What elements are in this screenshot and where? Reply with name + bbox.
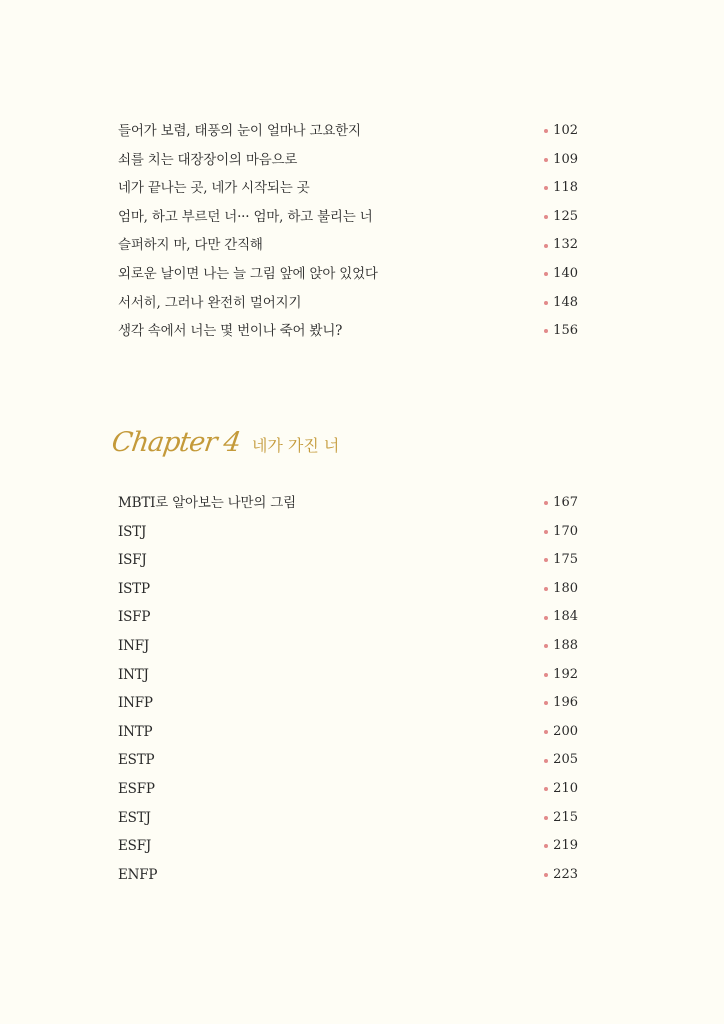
toc-entry-page — [544, 575, 578, 604]
toc-entry-page — [544, 174, 578, 203]
toc-entry — [118, 603, 578, 632]
toc-entry-page-number: 180 — [553, 580, 578, 596]
toc-entry — [118, 489, 578, 518]
toc-entry-title: 외로운 날이면 나는 늘 그림 앞에 앉아 있었다 — [118, 265, 378, 282]
bullet-dot-icon — [544, 787, 548, 791]
toc-entry — [118, 689, 578, 718]
toc-entry-page-number: 109 — [553, 151, 578, 167]
bullet-dot-icon — [544, 301, 548, 305]
bullet-dot-icon — [544, 587, 548, 591]
toc-entry-page — [544, 203, 578, 232]
toc-entry-page-number: 215 — [553, 809, 578, 825]
toc-entry-page — [544, 861, 578, 890]
toc-entry-page-number: 192 — [553, 666, 578, 682]
toc-list-part1 — [118, 117, 578, 346]
bullet-dot-icon — [544, 501, 548, 505]
toc-entry-title: 엄마, 하고 부르던 너··· 엄마, 하고 불리는 너 — [118, 208, 373, 225]
toc-entry — [118, 804, 578, 833]
bullet-dot-icon — [544, 844, 548, 848]
bullet-dot-icon — [544, 644, 548, 648]
bullet-dot-icon — [544, 701, 548, 705]
toc-entry — [118, 746, 578, 775]
toc-entry-page — [544, 146, 578, 175]
toc-entry-page — [544, 317, 578, 346]
toc-entry-title: 쇠를 치는 대장장이의 마음으로 — [118, 151, 298, 168]
toc-entry-page — [544, 489, 578, 518]
toc-entry-page-number: 205 — [553, 752, 578, 768]
toc-entry-title: ESFP — [118, 780, 155, 797]
toc-entry-title: ISTP — [118, 580, 150, 597]
toc-entry-page — [544, 231, 578, 260]
toc-entry — [118, 518, 578, 547]
bullet-dot-icon — [544, 244, 548, 248]
bullet-dot-icon — [544, 129, 548, 133]
toc-entry-title: INTP — [118, 723, 153, 740]
bullet-dot-icon — [544, 730, 548, 734]
toc-entry-page — [544, 661, 578, 690]
toc-entry-page-number: 148 — [553, 294, 578, 310]
toc-entry-page-number: 184 — [553, 609, 578, 625]
toc-entry-title: ENFP — [118, 866, 158, 883]
toc-entry-page-number: 200 — [553, 723, 578, 739]
toc-entry — [118, 718, 578, 747]
bullet-dot-icon — [544, 873, 548, 877]
bullet-dot-icon — [544, 329, 548, 333]
chapter-heading — [109, 420, 340, 464]
toc-entry-title: 슬퍼하지 마, 다만 간직해 — [118, 237, 263, 254]
toc-entry — [118, 775, 578, 804]
toc-entry — [118, 203, 578, 232]
toc-entry — [118, 861, 578, 890]
toc-entry — [118, 146, 578, 175]
toc-entry-title: 생각 속에서 너는 몇 번이나 죽어 봤니? — [118, 323, 343, 340]
toc-entry-title: ESTJ — [118, 809, 151, 826]
chapter-script-label: Chapter 4 — [109, 426, 243, 458]
bullet-dot-icon — [544, 272, 548, 276]
toc-entry-page-number: 156 — [553, 323, 578, 339]
toc-list-part2 — [118, 489, 578, 889]
toc-entry-page — [544, 832, 578, 861]
toc-entry-page — [544, 518, 578, 547]
bullet-dot-icon — [544, 759, 548, 763]
bullet-dot-icon — [544, 158, 548, 162]
toc-entry — [118, 231, 578, 260]
toc-entry-page — [544, 689, 578, 718]
toc-entry — [118, 832, 578, 861]
toc-entry-page-number: 102 — [553, 123, 578, 138]
toc-entry — [118, 661, 578, 690]
toc-entry-title: ISFP — [118, 609, 151, 626]
bullet-dot-icon — [544, 558, 548, 562]
toc-entry-page — [544, 117, 578, 146]
toc-entry-title: 서서히, 그러나 완전히 멀어지기 — [118, 294, 302, 311]
toc-entry — [118, 317, 578, 346]
bullet-dot-icon — [544, 816, 548, 820]
toc-entry — [118, 632, 578, 661]
toc-entry-page — [544, 289, 578, 318]
toc-entry-page — [544, 718, 578, 747]
toc-entry-page-number: 167 — [553, 495, 578, 510]
toc-entry-title: ISTJ — [118, 523, 147, 540]
toc-entry-title: 네가 끝나는 곳, 네가 시작되는 곳 — [118, 180, 310, 197]
toc-entry-page-number: 223 — [553, 866, 578, 882]
toc-entry-title: ISFJ — [118, 552, 147, 569]
toc-entry-page — [544, 632, 578, 661]
toc-entry-page-number: 170 — [553, 523, 578, 539]
toc-entry-page-number: 132 — [553, 237, 578, 253]
toc-entry — [118, 575, 578, 604]
toc-entry-title: MBTI로 알아보는 나만의 그림 — [118, 495, 296, 511]
bullet-dot-icon — [544, 616, 548, 620]
toc-entry — [118, 174, 578, 203]
toc-entry-page-number: 219 — [553, 838, 578, 854]
toc-entry-title: ESFJ — [118, 838, 152, 855]
bullet-dot-icon — [544, 215, 548, 219]
toc-entry-page — [544, 546, 578, 575]
toc-entry-page — [544, 804, 578, 833]
toc-entry-title: 들어가 보렴, 태풍의 눈이 얼마나 고요한지 — [118, 123, 361, 139]
toc-entry-page — [544, 260, 578, 289]
toc-entry-page — [544, 746, 578, 775]
toc-entry-page-number: 188 — [553, 637, 578, 653]
toc-entry — [118, 546, 578, 575]
toc-entry-page-number: 125 — [553, 208, 578, 224]
toc-entry-page-number: 210 — [553, 780, 578, 796]
toc-entry-page-number: 175 — [553, 552, 578, 568]
bullet-dot-icon — [544, 186, 548, 190]
toc-entry-page-number: 140 — [553, 265, 578, 281]
toc-entry-page — [544, 775, 578, 804]
toc-entry-title: INFP — [118, 695, 153, 712]
bullet-dot-icon — [544, 673, 548, 677]
toc-entry-title: INTJ — [118, 666, 149, 683]
toc-entry-title: ESTP — [118, 752, 155, 769]
toc-entry-page-number: 118 — [553, 180, 578, 196]
toc-entry-page — [544, 603, 578, 632]
toc-entry — [118, 289, 578, 318]
chapter-title: 네가 가진 너 — [251, 435, 340, 455]
toc-entry-title: INFJ — [118, 637, 150, 654]
toc-entry — [118, 260, 578, 289]
bullet-dot-icon — [544, 530, 548, 534]
toc-entry — [118, 117, 578, 146]
toc-entry-page-number: 196 — [553, 695, 578, 711]
